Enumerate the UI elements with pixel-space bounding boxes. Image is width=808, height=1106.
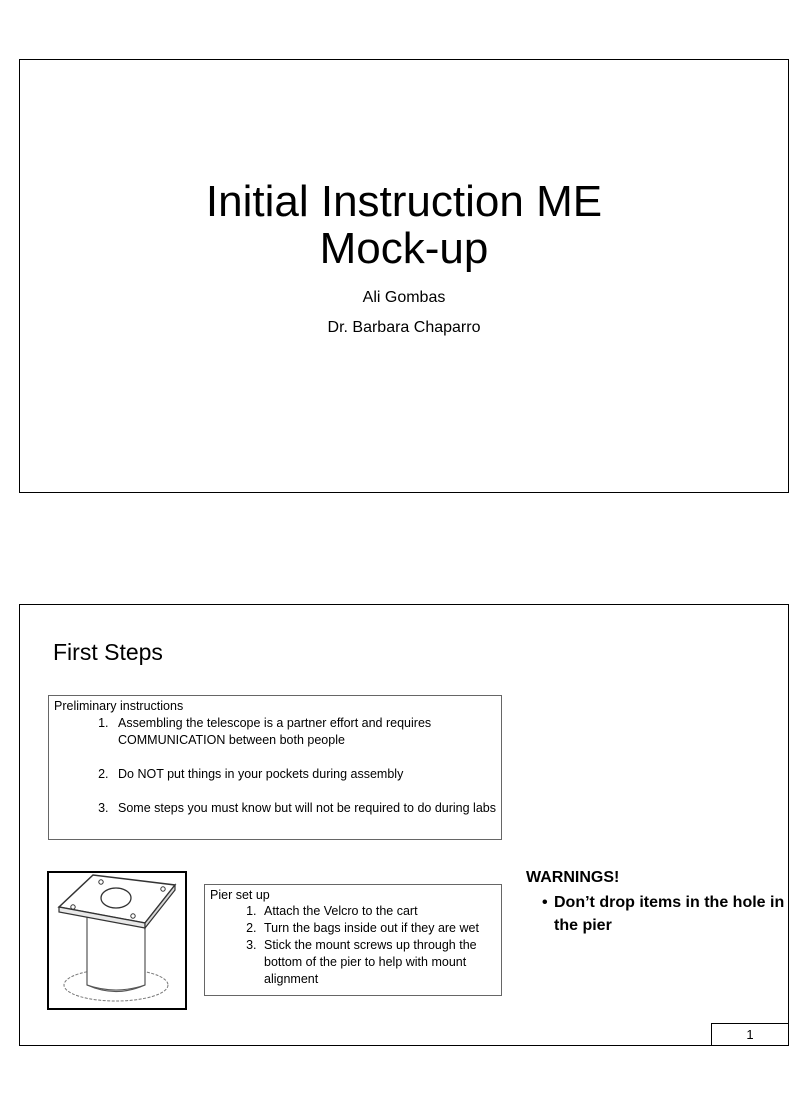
- first-steps-slide: [19, 604, 789, 1046]
- author-name: Ali Gombas: [362, 289, 446, 306]
- list-item: 2. Do NOT put things in your pockets during assembly: [112, 766, 496, 783]
- title-slide: [19, 59, 789, 493]
- title-line-1: Initial Instruction ME: [205, 177, 603, 226]
- preliminary-heading: Preliminary instructions: [54, 699, 184, 713]
- pier-heading: Pier set up: [210, 888, 270, 902]
- advisor-name: Dr. Barbara Chaparro: [327, 319, 481, 336]
- slide-title: First Steps: [53, 639, 163, 665]
- pier-list: [210, 903, 496, 988]
- warnings-title: WARNINGS!: [526, 869, 620, 886]
- page-number: 1: [711, 1023, 789, 1046]
- pier-setup-box: [204, 884, 502, 996]
- slide-title: [20, 178, 788, 272]
- bullet-icon: •: [542, 894, 548, 911]
- list-item: 1. Attach the Velcro to the cart: [260, 903, 496, 920]
- warnings-list: [542, 891, 794, 937]
- warning-item: Don’t drop items in the hole in the pier: [554, 894, 785, 934]
- preliminary-list: [54, 715, 496, 817]
- pier-image: [47, 871, 187, 1010]
- list-item: 3. Some steps you must know but will not be required to do during labs: [112, 800, 496, 817]
- list-item: 3. Stick the mount screws up through the bottom of the pier to help with mount alignment: [260, 937, 496, 988]
- preliminary-instructions-box: [48, 695, 502, 840]
- list-item: 2. Turn the bags inside out if they are wet: [260, 920, 496, 937]
- title-line-2: Mock-up: [319, 224, 489, 273]
- pier-illustration: [49, 873, 184, 1007]
- list-item: 1. Assembling the telescope is a partner effort and requires COMMUNICATION between both people: [112, 715, 496, 749]
